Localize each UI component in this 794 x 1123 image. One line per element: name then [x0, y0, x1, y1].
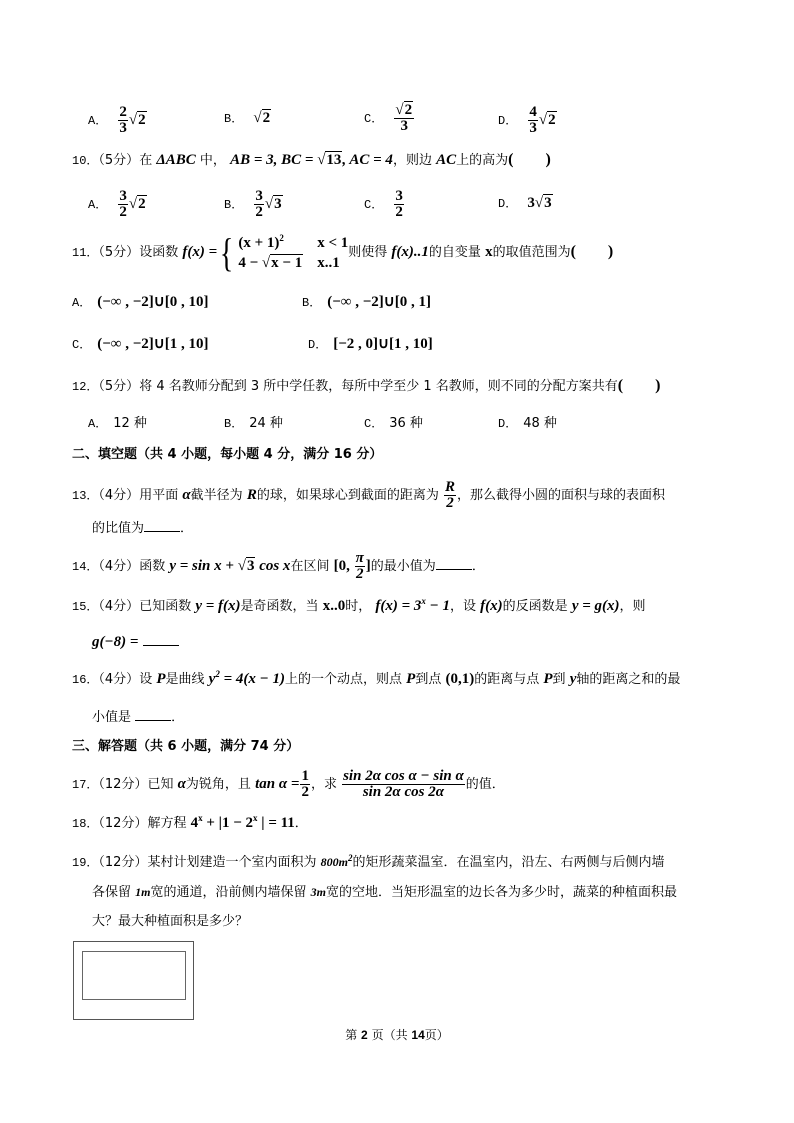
question-number: 18．	[72, 817, 99, 831]
text: ．	[171, 710, 185, 725]
math-expr: x..0	[322, 598, 346, 614]
case-1-condition: x < 1	[317, 234, 349, 251]
fraction	[394, 189, 404, 220]
text: 已知函数	[139, 599, 192, 614]
text: ，设	[450, 599, 477, 614]
case-1-expr	[238, 234, 303, 252]
exponent: x	[198, 813, 203, 823]
question-score: （5分）	[98, 153, 140, 168]
text: 截半径为	[190, 488, 243, 503]
question-19-line-2	[92, 882, 677, 903]
option-value: (−∞ , −2]∪[0 , 1]	[327, 294, 431, 310]
option-label: D．	[498, 114, 518, 128]
expr: − 1	[425, 598, 450, 614]
greenhouse-inner-rect	[82, 951, 186, 1000]
q11-option-b	[302, 292, 431, 313]
radicand	[273, 194, 283, 214]
math-expr: f(x)	[480, 598, 503, 614]
math-expr: , AC = 4	[342, 152, 393, 168]
text: ，那么截得小圆的面积与球的表面积	[457, 488, 666, 503]
sqrt-sign: √	[237, 558, 246, 574]
text: 到	[552, 672, 566, 687]
case-2-condition: x..1	[317, 254, 340, 271]
denominator: 2	[119, 204, 127, 220]
question-number: 10．	[72, 154, 99, 168]
denominator: 3	[529, 120, 537, 136]
expr: f(x) = 3	[375, 598, 422, 614]
question-score: （12分）	[98, 777, 148, 792]
exponent: 2	[347, 853, 353, 863]
text: ．	[180, 521, 194, 536]
fraction	[300, 769, 310, 800]
text: 的距离与点	[474, 672, 540, 687]
page-footer	[0, 1026, 794, 1043]
question-13-line-2	[92, 517, 193, 539]
question-19-line-3	[92, 912, 248, 932]
option-value: (−∞ , −2]∪[1 , 10]	[97, 336, 209, 352]
text: 小值是	[92, 710, 132, 725]
text: 为锐角，且	[185, 777, 251, 792]
text: 某村计划建造一个室内面积为	[147, 855, 317, 870]
fraction	[342, 769, 465, 800]
math-expr: (0,1)	[445, 671, 475, 687]
numerator: 2	[119, 104, 127, 120]
option-label: A．	[72, 296, 92, 310]
question-15-line-2	[92, 631, 179, 653]
text: 是曲线	[165, 672, 205, 687]
math-expr: y = sin x +	[169, 558, 238, 574]
numerator: √2	[395, 102, 413, 118]
text: 中，	[199, 153, 226, 168]
radicand	[137, 110, 147, 130]
case-2-expr: 4 − √x − 1	[238, 254, 303, 271]
option-label: D．	[308, 338, 328, 352]
radicand-value: 2	[404, 102, 413, 118]
math-expr: y	[569, 671, 577, 687]
math-expr: cos x	[255, 558, 291, 574]
numerator: sin 2α cos α − sin α	[343, 768, 464, 784]
q12-option-a	[88, 414, 147, 434]
answer-blank[interactable]	[135, 706, 171, 721]
question-19-line-1	[72, 852, 664, 873]
sqrt-sign: √	[534, 195, 544, 211]
text: 的比值为	[92, 521, 145, 536]
radicand-value: 2	[262, 110, 271, 126]
option-label: D．	[498, 417, 518, 431]
section-3-heading: 三、解答题（共 6 小题，满分 74 分）	[72, 739, 300, 754]
option-value: 24 种	[249, 416, 283, 431]
fraction	[355, 551, 365, 582]
answer-paren: ( )	[617, 377, 661, 394]
text: 宽的通道，沿前侧内墙保留	[150, 885, 307, 900]
math-expr: P	[543, 671, 553, 687]
q9-option-d	[498, 105, 557, 136]
option-label: B．	[302, 296, 322, 310]
radicand-value: 13	[326, 152, 342, 168]
text: 在区间	[290, 559, 330, 574]
q10-option-a	[88, 189, 147, 220]
question-number: 14．	[72, 560, 99, 574]
text: 上的一个动点，则点	[284, 672, 402, 687]
expr: 4	[190, 815, 199, 831]
footer-text: 第	[345, 1028, 358, 1042]
text: 上的高为	[456, 153, 509, 168]
text: 宽的空地．当矩形温室的边长各为多少时，蔬菜的种植面积最	[326, 885, 678, 900]
text: ．	[294, 816, 308, 831]
text: ，求	[310, 777, 337, 792]
option-value: 12 种	[113, 416, 147, 431]
q11-option-d	[308, 334, 433, 355]
question-score: （12分）	[98, 855, 148, 870]
math-expr: AC	[436, 152, 457, 168]
text: 的矩形蔬菜温室．在温室内，沿左、右两侧与后侧内墙	[352, 855, 665, 870]
text: 时，	[345, 599, 372, 614]
total-pages: 14	[411, 1028, 425, 1042]
question-number: 13．	[72, 489, 99, 503]
sqrt-sign: √	[128, 112, 138, 128]
math-expr: tan α =	[255, 776, 300, 792]
text: 的自变量	[428, 245, 481, 260]
text: 用平面	[139, 488, 179, 503]
math-expr	[209, 671, 285, 687]
numerator: R	[444, 479, 455, 495]
exponent: x	[421, 596, 426, 606]
math-expr: α	[182, 487, 191, 503]
q12-option-d	[498, 414, 557, 434]
current-page: 2	[361, 1028, 368, 1042]
math-expr	[375, 598, 450, 614]
exponent: 2	[215, 669, 220, 679]
text: 设	[139, 672, 153, 687]
math-expr: 1m	[135, 885, 151, 899]
sqrt-sign: √	[128, 196, 138, 212]
math-expr: x	[485, 244, 493, 260]
expr: = 4(x − 1)	[219, 671, 285, 687]
exponent: x	[253, 813, 258, 823]
math-expr: R	[246, 487, 257, 503]
text: 已知	[147, 777, 174, 792]
option-value: 36 种	[389, 416, 423, 431]
denominator: sin 2α cos 2α	[362, 784, 445, 800]
radicand-value: 2	[138, 112, 146, 128]
text: 各保留	[92, 885, 132, 900]
option-value: [−2 , 0]∪[1 , 10]	[333, 336, 433, 352]
radicand-value: 2	[138, 196, 146, 212]
math-expr: P	[406, 671, 416, 687]
question-number: 16．	[72, 673, 99, 687]
math-expr: g(−8) =	[92, 634, 139, 650]
expr: 800m	[320, 855, 348, 869]
denominator: 2	[301, 784, 309, 800]
option-label: B．	[224, 112, 244, 126]
option-label: A．	[88, 417, 108, 431]
question-score: （4分）	[98, 672, 140, 687]
option-label: D．	[498, 197, 518, 211]
sqrt-sign: √	[538, 112, 548, 128]
option-label: C．	[364, 417, 384, 431]
text: 到点	[415, 672, 442, 687]
text: 大？最大种植面积是多少？	[92, 914, 249, 929]
denominator: 2	[446, 495, 454, 511]
fraction	[118, 105, 128, 136]
math-expr: ]	[365, 558, 371, 574]
fraction	[254, 189, 264, 220]
sqrt-sign: √	[317, 152, 326, 168]
q9-option-a	[88, 105, 147, 136]
fraction	[118, 189, 128, 220]
question-17	[72, 766, 505, 803]
question-score: （4分）	[98, 599, 140, 614]
answer-blank[interactable]	[436, 555, 472, 570]
question-number: 11．	[72, 246, 99, 260]
question-number: 17．	[72, 778, 99, 792]
question-number: 19．	[72, 856, 99, 870]
q11-option-c	[72, 334, 208, 355]
question-14	[72, 548, 485, 585]
math-expr: y = g(x)	[571, 598, 620, 614]
math-expr: [0,	[333, 558, 354, 574]
text: 的取值范围为	[492, 245, 571, 260]
question-10	[72, 150, 551, 171]
sqrt-sign: √	[264, 196, 274, 212]
text: 的值．	[465, 777, 505, 792]
question-score: （5分）	[98, 245, 140, 260]
expr: + |1 − 2	[202, 815, 254, 831]
text: 在	[139, 153, 153, 168]
question-15-line-1	[72, 596, 646, 617]
footer-text: 页（共	[371, 1028, 408, 1042]
q12-option-b	[224, 414, 283, 434]
math-expr: α	[177, 776, 186, 792]
expr: | = 11	[257, 815, 295, 831]
brace: {	[220, 229, 234, 275]
text: 是奇函数，当	[240, 599, 319, 614]
answer-paren: ( )	[570, 243, 614, 260]
numerator: 3	[119, 188, 127, 204]
text: 的最小值为	[370, 559, 436, 574]
denominator: 2	[355, 566, 364, 582]
numerator: 3	[255, 188, 263, 204]
q9-option-b	[224, 108, 271, 129]
radicand	[262, 108, 272, 128]
numerator: 1	[301, 768, 309, 784]
expr: y	[208, 671, 216, 687]
question-16-line-1	[72, 669, 680, 690]
question-score: （5分）	[98, 379, 140, 394]
option-label: B．	[224, 198, 244, 212]
math-expr: y = f(x)	[195, 598, 241, 614]
denominator: 3	[400, 118, 408, 134]
q9-option-c	[364, 103, 415, 134]
option-label: A．	[88, 198, 108, 212]
q10-option-d	[498, 193, 553, 214]
radicand-value: 3	[246, 558, 255, 574]
answer-paren: ( )	[508, 151, 551, 168]
denominator: 2	[255, 204, 263, 220]
radicand-value: x − 1	[271, 254, 303, 271]
math-expr: P	[156, 671, 166, 687]
question-score: （4分）	[98, 559, 140, 574]
text: ，则边	[392, 153, 432, 168]
question-12	[72, 376, 660, 397]
text: 将 4 名教师分配到 3 所中学任教，每所中学至少 1 名教师，则不同的分配方案共有	[139, 379, 618, 394]
option-label: C．	[364, 112, 384, 126]
radicand-value: 3	[274, 196, 282, 212]
question-score: （4分）	[98, 488, 140, 503]
question-score: （12分）	[98, 816, 148, 831]
text: 的球，如果球心到截面的距离为	[256, 488, 439, 503]
option-label: A．	[88, 114, 108, 128]
cases	[238, 234, 348, 272]
math-expr: ΔABC	[156, 152, 196, 168]
radicand	[137, 194, 147, 214]
option-label: C．	[364, 198, 384, 212]
sqrt-sign: √	[253, 110, 262, 126]
math-expr: AB = 3, BC =	[230, 152, 318, 168]
fraction	[528, 105, 538, 136]
q10-option-c	[364, 189, 405, 220]
option-value: (−∞ , −2]∪[0 , 10]	[97, 294, 209, 310]
denominator: 3	[119, 120, 127, 136]
numerator: π	[355, 550, 364, 566]
answer-blank[interactable]	[144, 517, 180, 532]
option-label: B．	[224, 417, 244, 431]
denominator: 2	[395, 204, 403, 220]
option-label: C．	[72, 338, 92, 352]
footer-text: 页）	[424, 1028, 449, 1042]
radicand	[325, 150, 342, 170]
piecewise-function	[217, 229, 349, 275]
question-16-line-2	[92, 706, 184, 728]
math-expr: f(x)..1	[391, 244, 429, 260]
radicand-value: 3	[544, 195, 552, 211]
numerator: 3	[395, 188, 403, 204]
section-2-heading: 二、填空题（共 4 小题，每小题 4 分，满分 16 分）	[72, 447, 383, 462]
text: 解方程	[147, 816, 187, 831]
math-expr: f(x) =	[182, 244, 218, 260]
text: 函数	[139, 559, 166, 574]
math-expr	[321, 855, 353, 869]
answer-blank[interactable]	[143, 631, 179, 646]
question-13-line-1	[72, 477, 665, 514]
question-18	[72, 813, 308, 834]
radicand	[543, 193, 553, 213]
fraction	[444, 480, 456, 511]
question-number: 15．	[72, 600, 99, 614]
text: ，则	[619, 599, 646, 614]
fraction	[394, 103, 414, 134]
numerator: 4	[529, 104, 537, 120]
option-value: 48 种	[523, 416, 557, 431]
question-11	[72, 229, 614, 275]
expr: 4 −	[238, 254, 262, 271]
exponent: 2	[279, 232, 284, 243]
math-expr: 3m	[310, 885, 326, 899]
question-number: 12．	[72, 380, 99, 394]
q10-option-b	[224, 189, 283, 220]
text: 设函数	[139, 245, 179, 260]
q12-option-c	[364, 414, 423, 434]
text: 则使得	[348, 245, 388, 260]
text: 的反函数是	[502, 599, 568, 614]
expr: (x + 1)	[238, 234, 280, 251]
radicand	[246, 548, 256, 584]
text: ．	[471, 559, 485, 574]
q11-option-a	[72, 292, 208, 313]
math-expr	[191, 815, 295, 831]
radicand	[547, 110, 557, 130]
coefficient: 3	[527, 195, 535, 211]
text: 轴的距离之和的最	[576, 672, 681, 687]
radicand-value: 2	[548, 112, 556, 128]
